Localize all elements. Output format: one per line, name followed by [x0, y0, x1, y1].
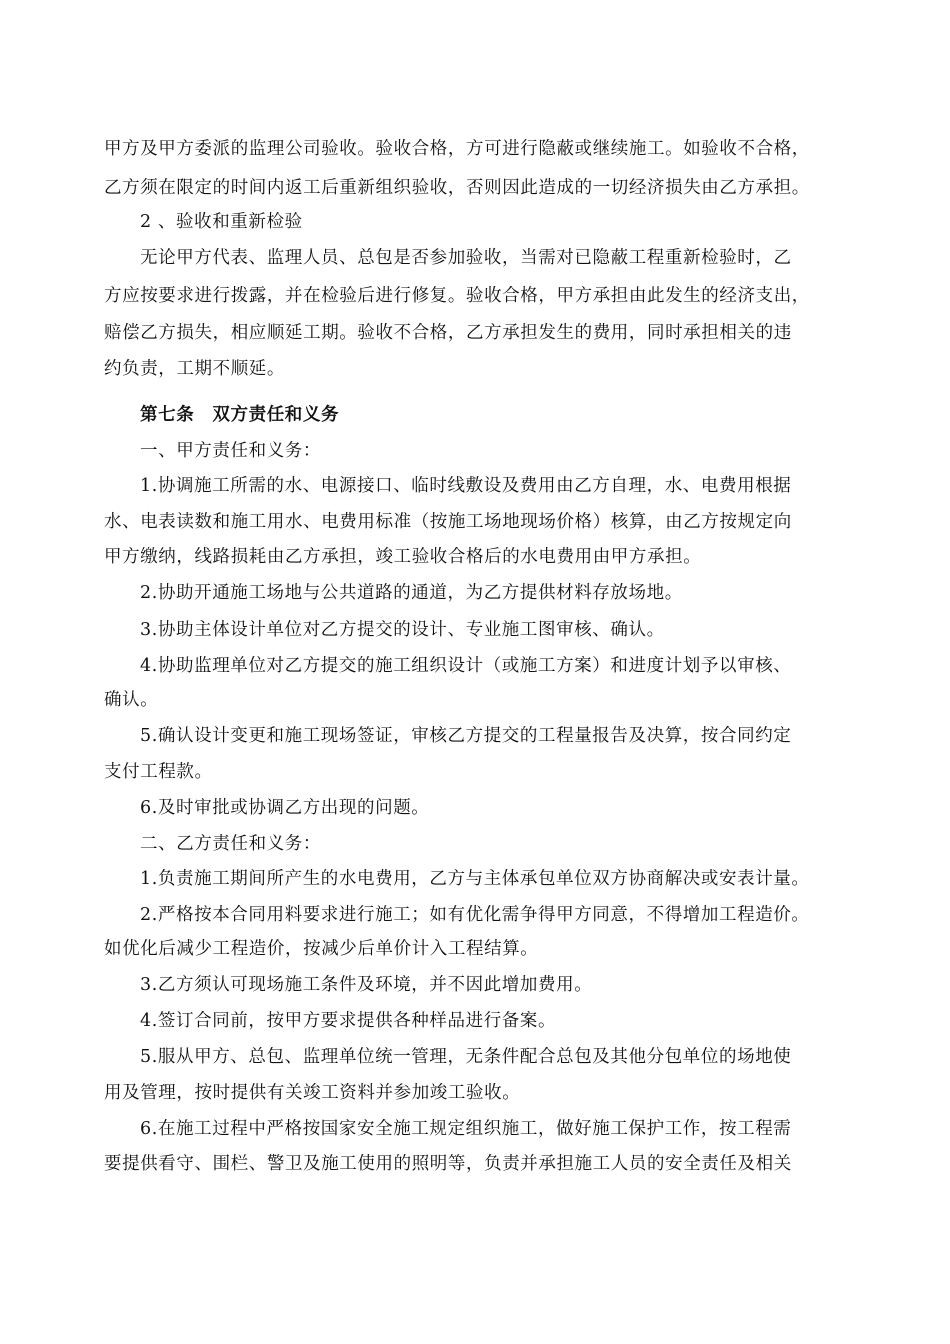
- text-line: 6.在施工过程中严格按国家安全施工规定组织施工，做好施工保护工作，按工程需: [140, 1119, 792, 1139]
- subsection-heading: 二、乙方责任和义务：: [140, 834, 321, 854]
- text-line: 水、电表读数和施工用水、电费用标准（按施工场地现场价格）核算，由乙方按规定向: [104, 512, 792, 532]
- text-line: 4.签订合同前，按甲方要求提供各种样品进行备案。: [140, 1011, 557, 1031]
- text-line: 5.确认设计变更和施工现场签证，审核乙方提交的工程量报告及决算，按合同约定: [140, 726, 792, 746]
- text-line: 要提供看守、围栏、警卫及施工使用的照明等，负责并承担施工人员的安全责任及相关: [104, 1154, 792, 1174]
- text-line: 3.协助主体设计单位对乙方提交的设计、专业施工图审核、确认。: [140, 620, 665, 640]
- article-heading: 第七条 双方责任和义务: [140, 405, 340, 425]
- text-line: 乙方须在限定的时间内返工后重新组织验收，否则因此造成的一切经济损失由乙方承担。: [104, 178, 810, 198]
- text-line: 2.协助开通施工场地与公共道路的通道，为乙方提供材料存放场地。: [140, 583, 683, 603]
- text-line: 支付工程款。: [104, 762, 213, 782]
- text-line: 用及管理，按时提供有关竣工资料并参加竣工验收。: [104, 1083, 521, 1103]
- text-line: 1.协调施工所需的水、电源接口、临时线敷设及费用由乙方自理，水、电费用根据: [140, 476, 792, 496]
- text-line: 6.及时审批或协调乙方出现的问题。: [140, 798, 430, 818]
- text-line: 赔偿乙方损失，相应顺延工期。验收不合格，乙方承担发生的费用，同时承担相关的违: [104, 323, 792, 343]
- text-line: 甲方及甲方委派的监理公司验收。验收合格，方可进行隐蔽或继续施工。如验收不合格，: [104, 139, 810, 159]
- text-line: 甲方缴纳，线路损耗由乙方承担，竣工验收合格后的水电费用由甲方承担。: [104, 547, 702, 567]
- text-line: 无论甲方代表、监理人员、总包是否参加验收，当需对已隐蔽工程重新检验时，乙: [140, 248, 792, 268]
- text-line: 2.严格按本合同用料要求进行施工；如有优化需争得甲方同意，不得增加工程造价。: [140, 905, 810, 925]
- text-line: 5.服从甲方、总包、监理单位统一管理，无条件配合总包及其他分包单位的场地使: [140, 1047, 792, 1067]
- subsection-heading: 一、甲方责任和义务：: [140, 441, 321, 461]
- text-line: 方应按要求进行拨露，并在检验后进行修复。验收合格，甲方承担由此发生的经济支出，: [104, 286, 810, 306]
- section-heading: 2 、验收和重新检验: [140, 212, 303, 232]
- text-line: 约负责，工期不顺延。: [104, 359, 285, 379]
- text-line: 3.乙方须认可现场施工条件及环境，并不因此增加费用。: [140, 975, 593, 995]
- text-line: 1.负责施工期间所产生的水电费用，乙方与主体承包单位双方协商解决或安表计量。: [140, 869, 810, 889]
- text-line: 确认。: [104, 690, 159, 710]
- text-line: 如优化后减少工程造价，按减少后单价计入工程结算。: [104, 939, 539, 959]
- text-line: 4.协助监理单位对乙方提交的施工组织设计（或施工方案）和进度计划予以审核、: [140, 656, 792, 676]
